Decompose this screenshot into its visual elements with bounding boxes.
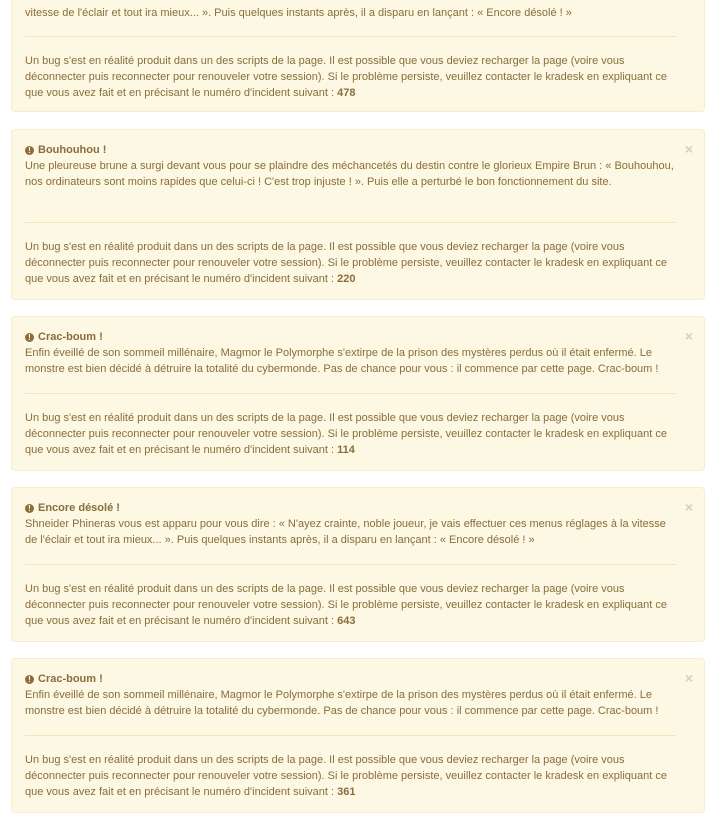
- alert-divider: [25, 564, 676, 565]
- incident-number: 114: [337, 444, 355, 456]
- bug-message: [25, 53, 676, 101]
- exclamation-circle-icon: !: [25, 333, 34, 342]
- bug-message: [25, 410, 676, 458]
- alert-panel: [11, 316, 705, 471]
- alert-divider: [25, 222, 676, 223]
- alert-panel: [11, 129, 705, 300]
- bug-message-text: Un bug s'est en réalité produit dans un des scripts de la page. Il est possible que vous deviez recharger la page (voire vous déconnecter puis reconnecter pour renouveler votre session). Si le problème persiste, veuillez contacter le kradesk en expliquant ce que vous avez fait et en précisant le numéro d'incident suivant :: [25, 583, 668, 627]
- alert-description: Shneider Phineras vous est apparu pour vous dire : « N'ayez crainte, noble joueur, je vais effectuer ces menus réglages à la vitesse de l'éclair et tout ira mieux... ». Puis quelques instants après, il a disparu en lançant : « Encore désolé ! »: [25, 518, 666, 546]
- incident-number: 643: [337, 615, 356, 627]
- alert-panel: [11, 0, 705, 112]
- alert-title: [25, 500, 120, 516]
- alert-divider: [25, 735, 676, 736]
- alert-divider: [25, 393, 676, 394]
- alert-title: [25, 671, 103, 687]
- bug-message-text: Un bug s'est en réalité produit dans un des scripts de la page. Il est possible que vous deviez recharger la page (voire vous déconnecter puis reconnecter pour renouveler votre session). Si le problème persiste, veuillez contacter le kradesk en expliquant ce que vous avez fait et en précisant le numéro d'incident suivant :: [25, 55, 668, 99]
- alert-title: [25, 142, 106, 158]
- alert-title: [25, 329, 103, 345]
- bug-message: [25, 581, 676, 629]
- alert-title-text: Crac-boum !: [38, 673, 103, 685]
- exclamation-circle-icon: !: [25, 504, 34, 513]
- bug-message-text: Un bug s'est en réalité produit dans un des scripts de la page. Il est possible que vous deviez recharger la page (voire vous déconnecter puis reconnecter pour renouveler votre session). Si le problème persiste, veuillez contacter le kradesk en expliquant ce que vous avez fait et en précisant le numéro d'incident suivant :: [25, 241, 668, 285]
- exclamation-circle-icon: !: [25, 146, 34, 155]
- alert-title-text: Bouhouhou !: [38, 144, 107, 156]
- incident-number: 220: [337, 273, 356, 285]
- alert-panel: [11, 487, 705, 642]
- bug-message-text: Un bug s'est en réalité produit dans un des scripts de la page. Il est possible que vous deviez recharger la page (voire vous déconnecter puis reconnecter pour renouveler votre session). Si le problème persiste, veuillez contacter le kradesk en expliquant ce que vous avez fait et en précisant le numéro d'incident suivant :: [25, 412, 668, 456]
- close-icon[interactable]: ×: [684, 499, 694, 515]
- close-icon[interactable]: ×: [684, 670, 694, 686]
- alert-description: vitesse de l'éclair et tout ira mieux... ». Puis quelques instants après, il a disparu en lançant : « Encore désolé ! »: [25, 7, 572, 19]
- alert-description: Enfin éveillé de son sommeil millénaire, Magmor le Polymorphe s'extirpe de la prison des mystères perdus où il était enfermé. Le monstre est bien décidé à détruire la totalité du cybermonde. Pas de chance pour vous : il commence par cette page. Crac-boum !: [25, 347, 659, 375]
- bug-message-text: Un bug s'est en réalité produit dans un des scripts de la page. Il est possible que vous deviez recharger la page (voire vous déconnecter puis reconnecter pour renouveler votre session). Si le problème persiste, veuillez contacter le kradesk en expliquant ce que vous avez fait et en précisant le numéro d'incident suivant :: [25, 754, 668, 798]
- alert-panel: [11, 658, 705, 813]
- alert-description: Enfin éveillé de son sommeil millénaire, Magmor le Polymorphe s'extirpe de la prison des mystères perdus où il était enfermé. Le monstre est bien décidé à détruire la totalité du cybermonde. Pas de chance pour vous : il commence par cette page. Crac-boum !: [25, 689, 659, 717]
- incident-number: 361: [337, 786, 356, 798]
- incident-number: 478: [337, 87, 356, 99]
- close-icon[interactable]: ×: [684, 141, 694, 157]
- alert-description: Une pleureuse brune a surgi devant vous pour se plaindre des méchancetés du destin contre le glorieux Empire Brun : « Bouhouhou, nos ordinateurs sont moins rapides que celui-ci ! C'est trop injuste ! ». Puis elle a perturbé le bon fonctionnement du site.: [25, 160, 674, 188]
- bug-message: [25, 239, 676, 287]
- bug-message: [25, 752, 676, 800]
- close-icon[interactable]: ×: [684, 328, 694, 344]
- exclamation-circle-icon: !: [25, 675, 34, 684]
- alert-title-text: Crac-boum !: [38, 331, 103, 343]
- alert-divider: [25, 36, 676, 37]
- alert-title-text: Encore désolé !: [38, 502, 120, 514]
